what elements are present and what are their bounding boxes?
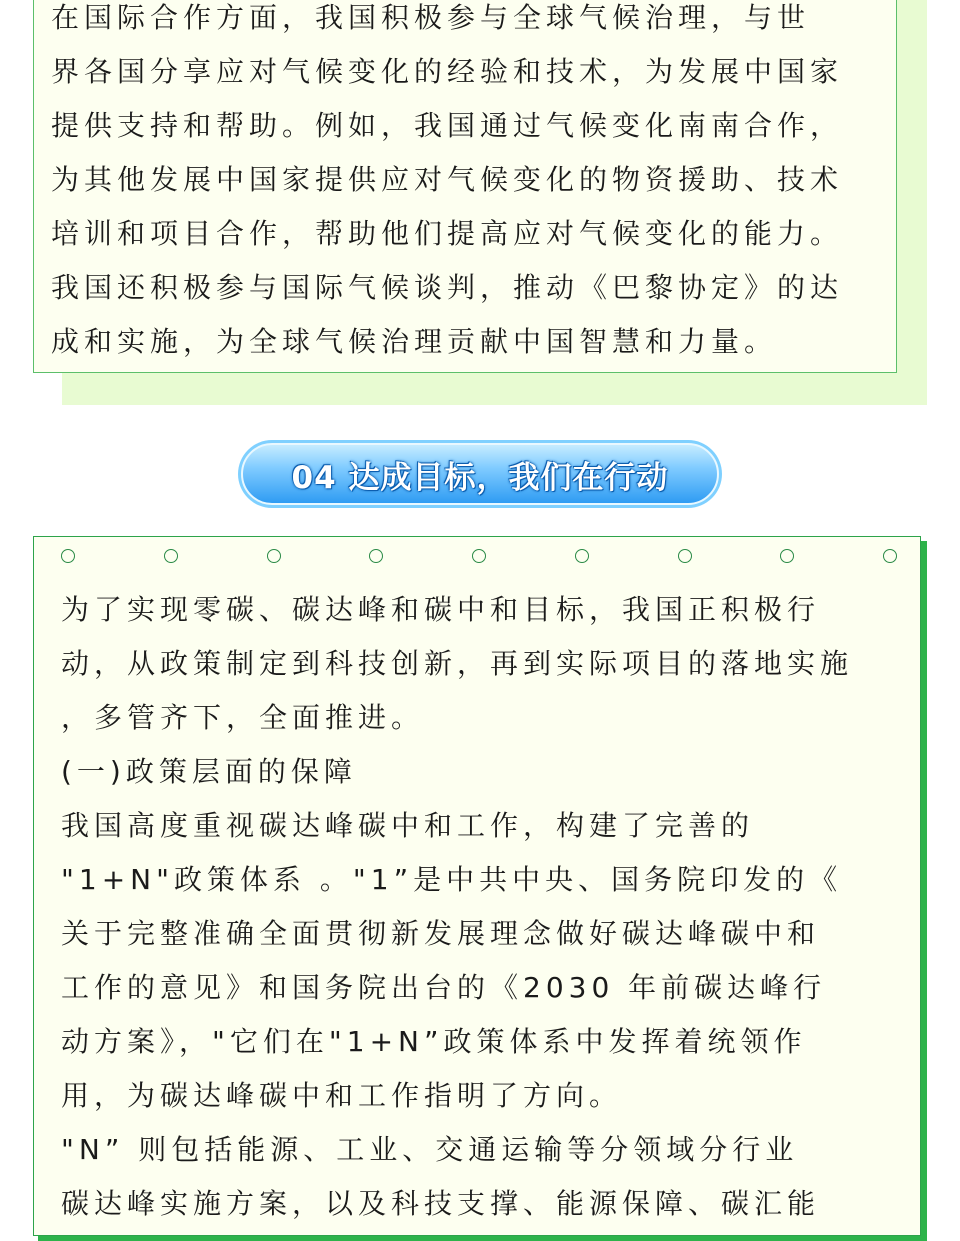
decorative-dot — [678, 549, 692, 563]
text-line: 提供支持和帮助。例如，我国通过气候变化南南合作， — [51, 109, 844, 142]
text-line: 我国高度重视碳达峰碳中和工作，构建了完善的 — [61, 809, 755, 842]
action-paragraph — [61, 583, 853, 1231]
decorative-dot — [369, 549, 383, 563]
text-line: 用，为碳达峰碳中和工作指明了方向。 — [61, 1079, 623, 1112]
decorative-dot — [164, 549, 178, 563]
decorative-dot — [472, 549, 486, 563]
decorative-dot — [575, 549, 589, 563]
text-line: 培训和项目合作，帮助他们提高应对气候变化的能力。 — [51, 217, 844, 250]
section-heading-title: 04 达成目标，我们在行动 — [291, 459, 669, 496]
intl-cooperation-paragraph — [51, 0, 843, 369]
decorative-dot — [883, 549, 897, 563]
text-line: "N” 则包括能源、工业、交通运输等分领域分行业 — [61, 1133, 799, 1166]
subheading-policy: (一)政策层面的保障 — [61, 755, 357, 788]
decorative-dot — [780, 549, 794, 563]
text-line: 在国际合作方面，我国积极参与全球气候治理，与世 — [51, 1, 811, 34]
text-line: 动方案》，"它们在"1+N”政策体系中发挥着统领作 — [61, 1025, 807, 1058]
text-line: 关于完整准确全面贯彻新发展理念做好碳达峰碳中和 — [61, 917, 821, 950]
text-line: ，多管齐下，全面推进。 — [61, 701, 425, 734]
text-line: 我国还积极参与国际气候谈判，推动《巴黎协定》的达 — [51, 271, 844, 304]
decorative-dot — [61, 549, 75, 563]
text-line: 成和实施，为全球气候治理贡献中国智慧和力量。 — [51, 325, 778, 358]
decorative-dot — [267, 549, 281, 563]
text-line: 工作的意见》和国务院出台的《2030 年前碳达峰行 — [61, 971, 827, 1004]
intl-cooperation-card — [33, 0, 897, 373]
text-line: 动，从政策制定到科技创新，再到实际项目的落地实施 — [61, 647, 854, 680]
section-heading-pill — [241, 443, 719, 505]
decorative-dot-row — [61, 549, 897, 567]
text-line: 界各国分享应对气候变化的经验和技术，为发展中国家 — [51, 55, 844, 88]
text-line: 为其他发展中国家提供应对气候变化的物资援助、技术 — [51, 163, 844, 196]
text-line: 为了实现零碳、碳达峰和碳中和目标，我国正积极行 — [61, 593, 821, 626]
section-heading-badge — [238, 440, 722, 508]
text-line: 碳达峰实施方案，以及科技支撑、能源保障、碳汇能 — [61, 1187, 821, 1220]
text-line: "1+N"政策体系 。"1”是中共中央、国务院印发的《 — [61, 863, 843, 896]
action-card — [33, 536, 921, 1236]
